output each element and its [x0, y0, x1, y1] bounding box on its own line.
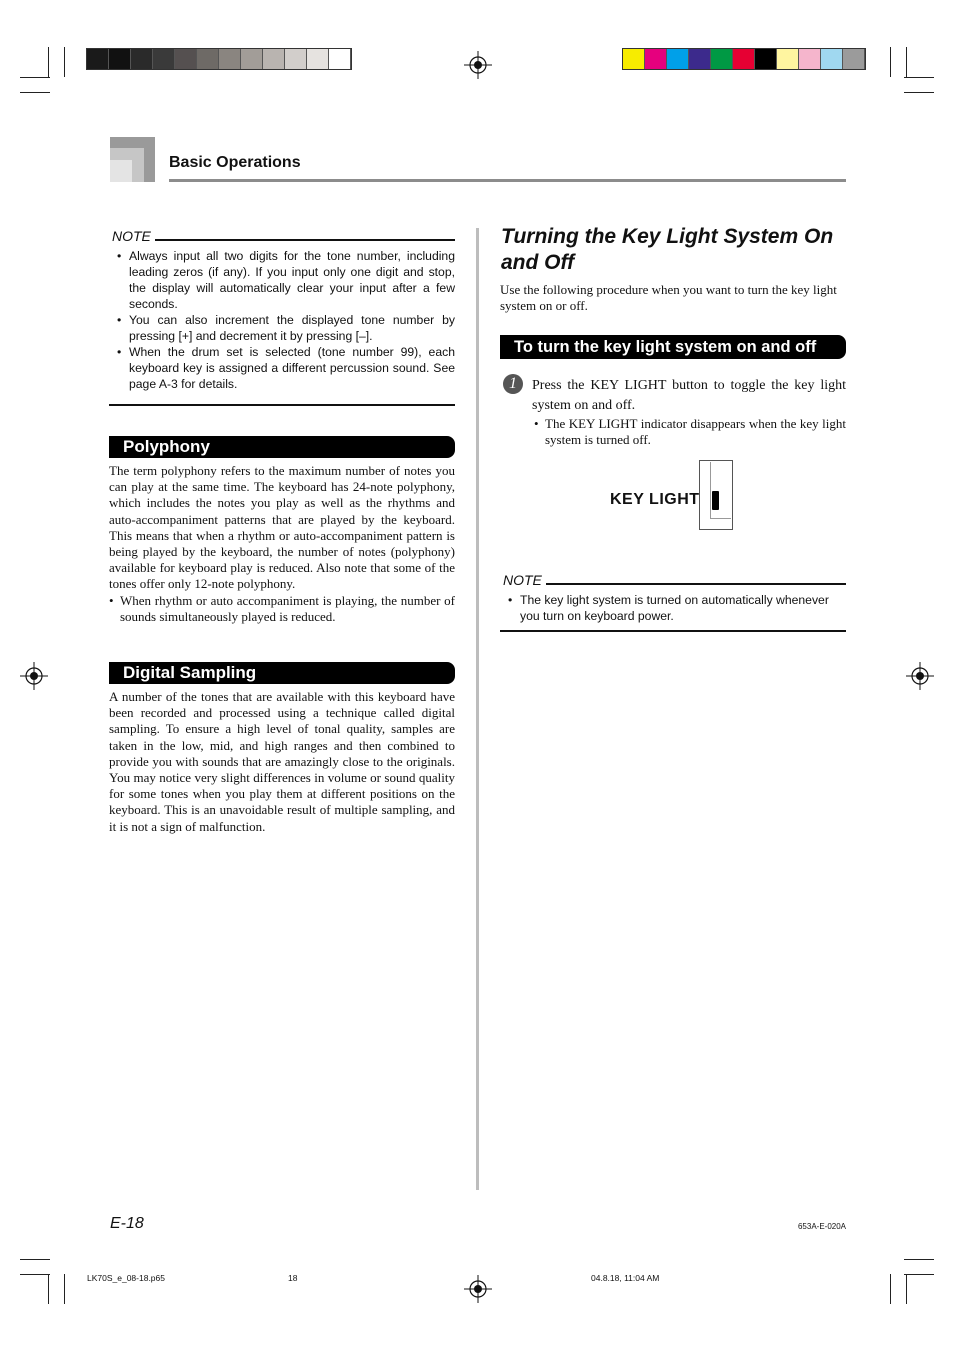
- document-code: 653A-E-020A: [797, 1222, 846, 1231]
- note-bottom-rule: [109, 404, 455, 406]
- color-swatch: [307, 49, 329, 69]
- color-swatch: [711, 49, 733, 69]
- polyphony-section: [109, 463, 455, 625]
- color-swatch: [131, 49, 153, 69]
- color-swatch: [777, 49, 799, 69]
- color-swatch: [645, 49, 667, 69]
- color-swatch: [799, 49, 821, 69]
- registration-mark-icon: [464, 1275, 492, 1303]
- note-label: NOTE: [112, 228, 151, 244]
- color-swatch: [153, 49, 175, 69]
- page-title: Turning the Key Light System On and Off: [501, 225, 834, 274]
- note-block-right: [500, 572, 846, 632]
- color-swatch: [755, 49, 777, 69]
- digital-sampling-section: [109, 689, 455, 835]
- section-title: Basic Operations: [169, 154, 301, 171]
- note-item: • When the drum set is selected (tone number 99), each keyboard key is assigned a different percussion sound. See page A-3 for details.: [109, 344, 455, 392]
- step-bullet: • The KEY LIGHT indicator disappears when the key light system is turned off.: [534, 416, 846, 448]
- color-swatch: [329, 49, 351, 69]
- color-swatch: [87, 49, 109, 69]
- step-number-badge: 1: [503, 374, 523, 394]
- color-swatch: [843, 49, 865, 69]
- key-light-indicator-icon: [712, 491, 719, 510]
- note-item: • You can also increment the displayed tone number by pressing [+] and decrement it by pressing [–].: [109, 312, 455, 344]
- key-light-label: KEY LIGHT: [610, 491, 700, 508]
- registration-mark-icon: [464, 51, 492, 79]
- note-bottom-rule: [500, 630, 846, 632]
- polyphony-heading: Polyphony: [109, 436, 455, 458]
- grayscale-color-bar: [86, 48, 352, 70]
- color-swatch: [219, 49, 241, 69]
- procedure-heading: To turn the key light system on and off: [500, 335, 846, 359]
- color-swatch: [821, 49, 843, 69]
- color-swatch: [197, 49, 219, 69]
- note-item: • Always input all two digits for the tone number, including leading zeros (if any). If you input only one digit and stop, the display will automatically clear your input after a few seconds.: [109, 248, 455, 312]
- note-block: [109, 228, 455, 406]
- page-number: E-18: [110, 1215, 144, 1232]
- note-list: [500, 592, 846, 624]
- note-label: NOTE: [503, 572, 542, 588]
- polyphony-body: The term polyphony refers to the maximum number of notes you can play at the same time. The keyboard has 24-note polyphony, which includes the notes you play as well as the rhythms and auto-accompaniment patterns that are played by the keyboard. This means that when a rhythm or auto-accompaniment pattern is being played by the keyboard, the number of notes (polyphony) available for keyboard play is reduced. Also note that some of the tones offer only 12-note polyphony.: [109, 463, 455, 592]
- polyphony-bullet: • When rhythm or auto accompaniment is playing, the number of sounds simultaneously played is reduced.: [109, 593, 455, 625]
- step-1: [532, 376, 846, 448]
- key-light-display: [600, 460, 735, 532]
- color-swatch: [285, 49, 307, 69]
- color-swatch: [667, 49, 689, 69]
- intro-text: Use the following procedure when you want to turn the key light system on or off.: [500, 282, 837, 314]
- print-timestamp: 04.8.18, 11:04 AM: [591, 1273, 660, 1283]
- note-item: • The key light system is turned on automatically whenever you turn on keyboard power.: [500, 592, 846, 624]
- file-name: LK70S_e_08-18.p65: [87, 1273, 165, 1283]
- color-swatch: [689, 49, 711, 69]
- column-divider: [476, 228, 479, 1190]
- color-swatch: [175, 49, 197, 69]
- registration-mark-icon: [20, 662, 48, 690]
- sheet-number: 18: [288, 1273, 298, 1283]
- step-text: Press the KEY LIGHT button to toggle the key light system on and off.: [532, 378, 846, 413]
- color-swatch: [109, 49, 131, 69]
- color-swatch: [263, 49, 285, 69]
- header-rule: [169, 179, 846, 182]
- digital-sampling-heading: Digital Sampling: [109, 662, 455, 684]
- color-swatch: [241, 49, 263, 69]
- note-list: [109, 248, 455, 392]
- registration-mark-icon: [906, 662, 934, 690]
- color-swatch: [733, 49, 755, 69]
- digital-sampling-body: A number of the tones that are available with this keyboard have been recorded and processed using a technique called digital sampling. To ensure a high level of tonal quality, samples are taken in the low, mid, and high ranges and then combined to provide you with sounds that are amazingly close to the originals. You may notice very slight differences in volume or sound quality for some tones when you play them at different positions on the keyboard. This is an unavoidable result of multiple sampling, and it is not a sign of malfunction.: [109, 689, 455, 834]
- process-color-bar: [622, 48, 866, 70]
- color-swatch: [623, 49, 645, 69]
